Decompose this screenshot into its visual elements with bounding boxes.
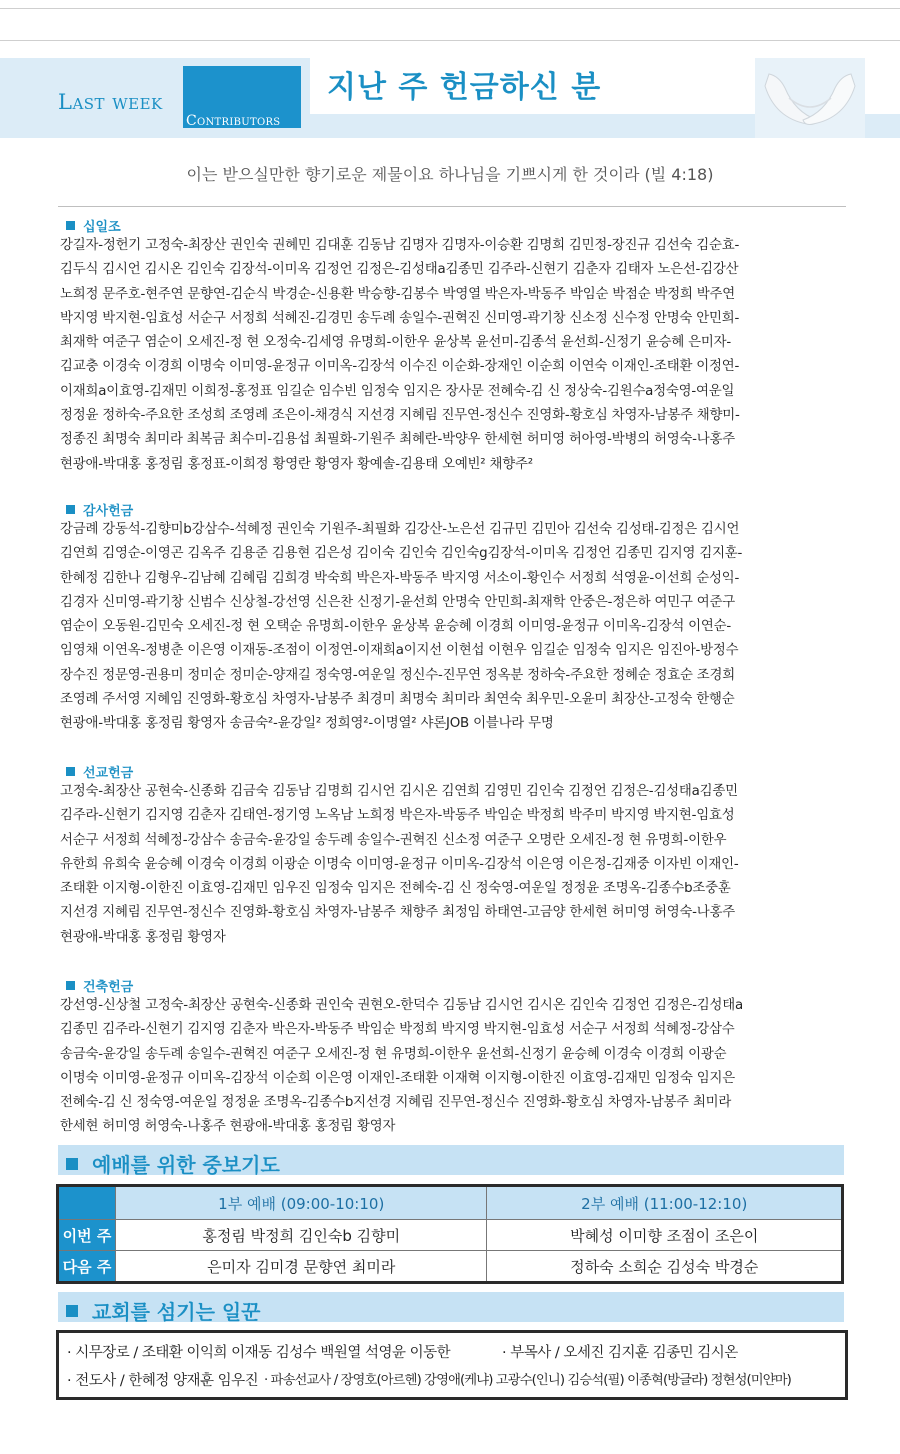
name-line: 강선영-신상철 고정숙-최장산 공현숙-신종화 권인숙 권현오-한덕수 김동남 김시언 김시온 김인숙 김정언 김정은-김성태a — [60, 998, 744, 1013]
evangelists-line: · 전도사 / 한혜정 양재훈 임우진 — [67, 1373, 259, 1389]
square-bullet-icon — [66, 981, 75, 990]
page-title: 지난 주 헌금하신 분 — [327, 70, 602, 105]
name-line: 김연희 김영순-이영곤 김옥주 김용준 김용현 김은성 김이숙 김인숙 김인숙g김장석-이미옥 김정언 김종민 김지영 김지훈- — [60, 546, 743, 562]
section-title-thanks: 감사헌금 — [66, 500, 133, 519]
column-header-second-service: 2부 예배 (11:00-12:10) — [487, 1186, 843, 1220]
servants-title: 교회를 섬기는 일꾼 — [66, 1296, 261, 1325]
name-line: 정종진 최명숙 최미라 최복금 최수미-김용섭 최필화-기원주 최혜란-박양우 한세현 허미영 허아영-박병의 허영숙-나홍주 — [60, 432, 736, 448]
name-line: 김종민 김주라-신현기 김지영 김춘자 박은자-박동주 박임순 박정희 박지영 박지현-임효성 서순구 서정희 석혜정-강삼수 — [60, 1022, 735, 1038]
name-line: 노희정 문주호-현주연 문향연-김순식 박경순-신용환 박승향-김봉수 박영열 박은자-박동주 박임순 박점순 박정희 박주연 — [60, 286, 736, 302]
prayer-title: 예배를 위한 중보기도 — [66, 1149, 280, 1178]
name-line: 서순구 서정희 석혜정-강삼수 송금숙-윤강일 송두례 송일수-권혁진 신소정 여준구 오명란 오세진-정 현 유명희-이한우 — [60, 832, 727, 848]
table-row — [58, 1220, 843, 1251]
table-cell: 은미자 김미경 문향연 최미라 — [116, 1251, 487, 1283]
top-rule-2 — [0, 40, 900, 41]
name-line: 송금숙-윤강일 송두례 송일수-권혁진 여준구 오세진-정 현 유명희-이한우 윤선희-신정기 윤승혜 이경숙 이경희 이광순 — [60, 1046, 727, 1062]
square-bullet-icon — [66, 1158, 78, 1170]
square-bullet-icon — [66, 221, 75, 230]
name-line: 최재학 여준구 염순이 오세진-정 현 오정숙-김세영 유명희-이한우 윤상복 윤선미-김종석 윤선희-신정기 윤승혜 은미자- — [60, 335, 731, 351]
name-line: 한세현 허미영 허영숙-나홍주 현광애-박대홍 홍정림 황영자 — [60, 1119, 396, 1135]
section-title-mission: 선교헌금 — [66, 762, 133, 781]
name-line: 한혜정 김한나 김형우-김남혜 김혜림 김희경 박숙희 박은자-박동주 박지영 서소이-황인수 서정희 석영윤-이선희 순성익- — [60, 570, 740, 586]
cupped-hands-icon — [755, 58, 865, 138]
servants-box — [56, 1330, 848, 1400]
prayer-table — [56, 1184, 844, 1284]
name-line: 염순이 오동원-김민숙 오세진-정 현 오택순 유명희-이한우 윤상복 윤승혜 이경희 이미영-윤정규 이미옥-김장석 이연순- — [60, 619, 731, 635]
contributors-label: Contributors — [186, 113, 281, 129]
name-line: 조영례 주서영 지혜임 진영화-황호심 차영자-남봉주 최경미 최명숙 최미라 최연숙 최우민-오윤미 최장산-고정숙 한행순 — [60, 692, 735, 708]
column-header-first-service: 1부 예배 (09:00-10:10) — [116, 1186, 487, 1220]
last-week-label: Last week — [58, 90, 163, 114]
table-header-row — [58, 1186, 843, 1220]
divider — [58, 206, 846, 207]
name-line: 현광애-박대홍 홍정림 황영자 — [60, 929, 226, 945]
name-line: 강금례 강동석-김향미b강삼수-석혜정 권인숙 기원주-최필화 김강산-노은선 김규민 김민아 김선숙 김성태-김정은 김시언 — [60, 522, 740, 537]
name-line: 전혜숙-김 신 정숙영-여운일 정정윤 조명옥-김종수b지선경 지혜림 진무연-정신수 진영화-황호심 차영자-남봉주 최미라 — [60, 1095, 732, 1111]
name-line: 이명숙 이미영-윤정규 이미옥-김장석 이순희 이은영 이재인-조태환 이재혁 이지형-이한진 이효영-김재민 임정숙 임지은 — [60, 1070, 736, 1086]
missionaries-line: · 파송선교사 / 장영호(아르헨) 강영애(케냐) 고광수(인니) 김승석(필) 이종혁(방글라) 정현성(미얀마) — [264, 1373, 791, 1388]
name-line: 임영채 이연옥-정병춘 이은영 이재동-조점이 이정연-이재희a이지선 이현섭 이현우 임길순 임정숙 임지은 임진아-방정수 — [60, 643, 739, 659]
building-names — [60, 994, 850, 1140]
name-line: 고정숙-최장산 공현숙-신종화 김금숙 김동남 김명희 김시언 김시온 김연희 김영민 김인숙 김정언 김정은-김성태a김종민 — [60, 784, 738, 799]
mission-names — [60, 780, 850, 950]
table-corner — [58, 1186, 116, 1220]
table-cell: 홍정림 박정희 김인숙b 김향미 — [116, 1220, 487, 1251]
name-line: 지선경 지혜림 진무연-정신수 진영화-황호심 차영자-남봉주 채향주 최정임 하태연-고금양 한세현 허미영 허영숙-나홍주 — [60, 905, 736, 921]
tithe-names — [60, 234, 850, 477]
table-row — [58, 1251, 843, 1283]
name-line: 김두식 김시언 김시온 김인숙 김장석-이미옥 김정언 김정은-김성태a김종민 김주라-신현기 김춘자 김태자 노은선-김강산 — [60, 262, 739, 278]
name-line: 정정윤 정하숙-주요한 조성희 조영례 조은이-채경식 지선경 지혜림 진무연-정신수 진영화-황호심 차영자-남봉주 채향미- — [60, 408, 740, 424]
section-title-tithe: 십일조 — [66, 216, 121, 235]
name-line: 김교충 이경숙 이경희 이명숙 이미영-윤정규 이미옥-김장석 이수진 이순화-장재인 이순희 이연숙 이재인-조태환 이정연- — [60, 359, 740, 375]
table-cell: 정하숙 소희순 김성숙 박경순 — [487, 1251, 843, 1283]
row-label: 이번 주 — [58, 1220, 116, 1251]
name-line: 박지영 박지현-임효성 서순구 서정희 석혜진-김경민 송두례 송일수-권혁진 신미영-곽기창 신소정 신수정 안명숙 안민희- — [60, 310, 740, 326]
name-line: 강길자-정헌기 고정숙-최장산 권인숙 권혜민 김대훈 김동남 김명자 김명자-이승환 김명희 김민정-장진규 김선숙 김순효- — [60, 238, 740, 253]
name-line: 김주라-신현기 김지영 김춘자 김태연-정기영 노옥남 노희정 박은자-박동주 박임순 박정희 박주미 박지영 박지현-임효성 — [60, 808, 735, 824]
section-title-building: 건축헌금 — [66, 976, 133, 995]
name-line: 현광애-박대홍 홍정림 황영자 송금숙²-윤강일² 정희영²-이명열² 샤론JOB 이블나라 무명 — [60, 716, 554, 732]
elders-line: · 시무장로 / 조태환 이익희 이재동 김성수 백원열 석영윤 이동한 — [67, 1345, 451, 1361]
associate-pastors-line: · 부목사 / 오세진 김지훈 김종민 김시온 — [502, 1345, 738, 1361]
square-bullet-icon — [66, 1305, 78, 1317]
top-rule — [0, 8, 900, 9]
name-line: 김경자 신미영-곽기창 신범수 신상철-강선영 신은찬 신정기-윤선희 안명숙 안민희-최재학 안중은-정은하 여민구 여준구 — [60, 594, 736, 610]
square-bullet-icon — [66, 767, 75, 776]
name-line: 유한희 유희숙 윤승혜 이경숙 이경희 이광순 이명숙 이미영-윤정규 이미옥-김장석 이은영 이은정-김재중 이자빈 이재인- — [60, 856, 739, 872]
bible-verse: 이는 받으실만한 향기로운 제물이요 하나님을 기쁘시게 한 것이라 (빌 4:18) — [186, 165, 714, 184]
name-line: 현광애-박대홍 홍정림 홍정표-이희정 황영란 황영자 황예솔-김용태 오예빈² 채향주² — [60, 456, 533, 472]
thanks-names — [60, 518, 850, 737]
name-line: 조태환 이지형-이한진 이효영-김재민 임우진 임정숙 임지은 전혜숙-김 신 정숙영-여운일 정정윤 조명옥-김종수b조중훈 — [60, 881, 731, 897]
row-label: 다음 주 — [58, 1251, 116, 1283]
table-cell: 박혜성 이미향 조점이 조은이 — [487, 1220, 843, 1251]
square-bullet-icon — [66, 505, 75, 514]
name-line: 장수진 정문영-권용미 정미순 정미순-양재길 정숙영-여운일 정신수-진무연 정옥분 정하숙-주요한 정혜순 정효순 조경희 — [60, 667, 736, 683]
name-line: 이재희a이효영-김재민 이희정-홍정표 임길순 임수빈 임정숙 임지은 장사문 전혜숙-김 신 정상숙-김원수a정숙영-여운일 — [60, 383, 735, 399]
